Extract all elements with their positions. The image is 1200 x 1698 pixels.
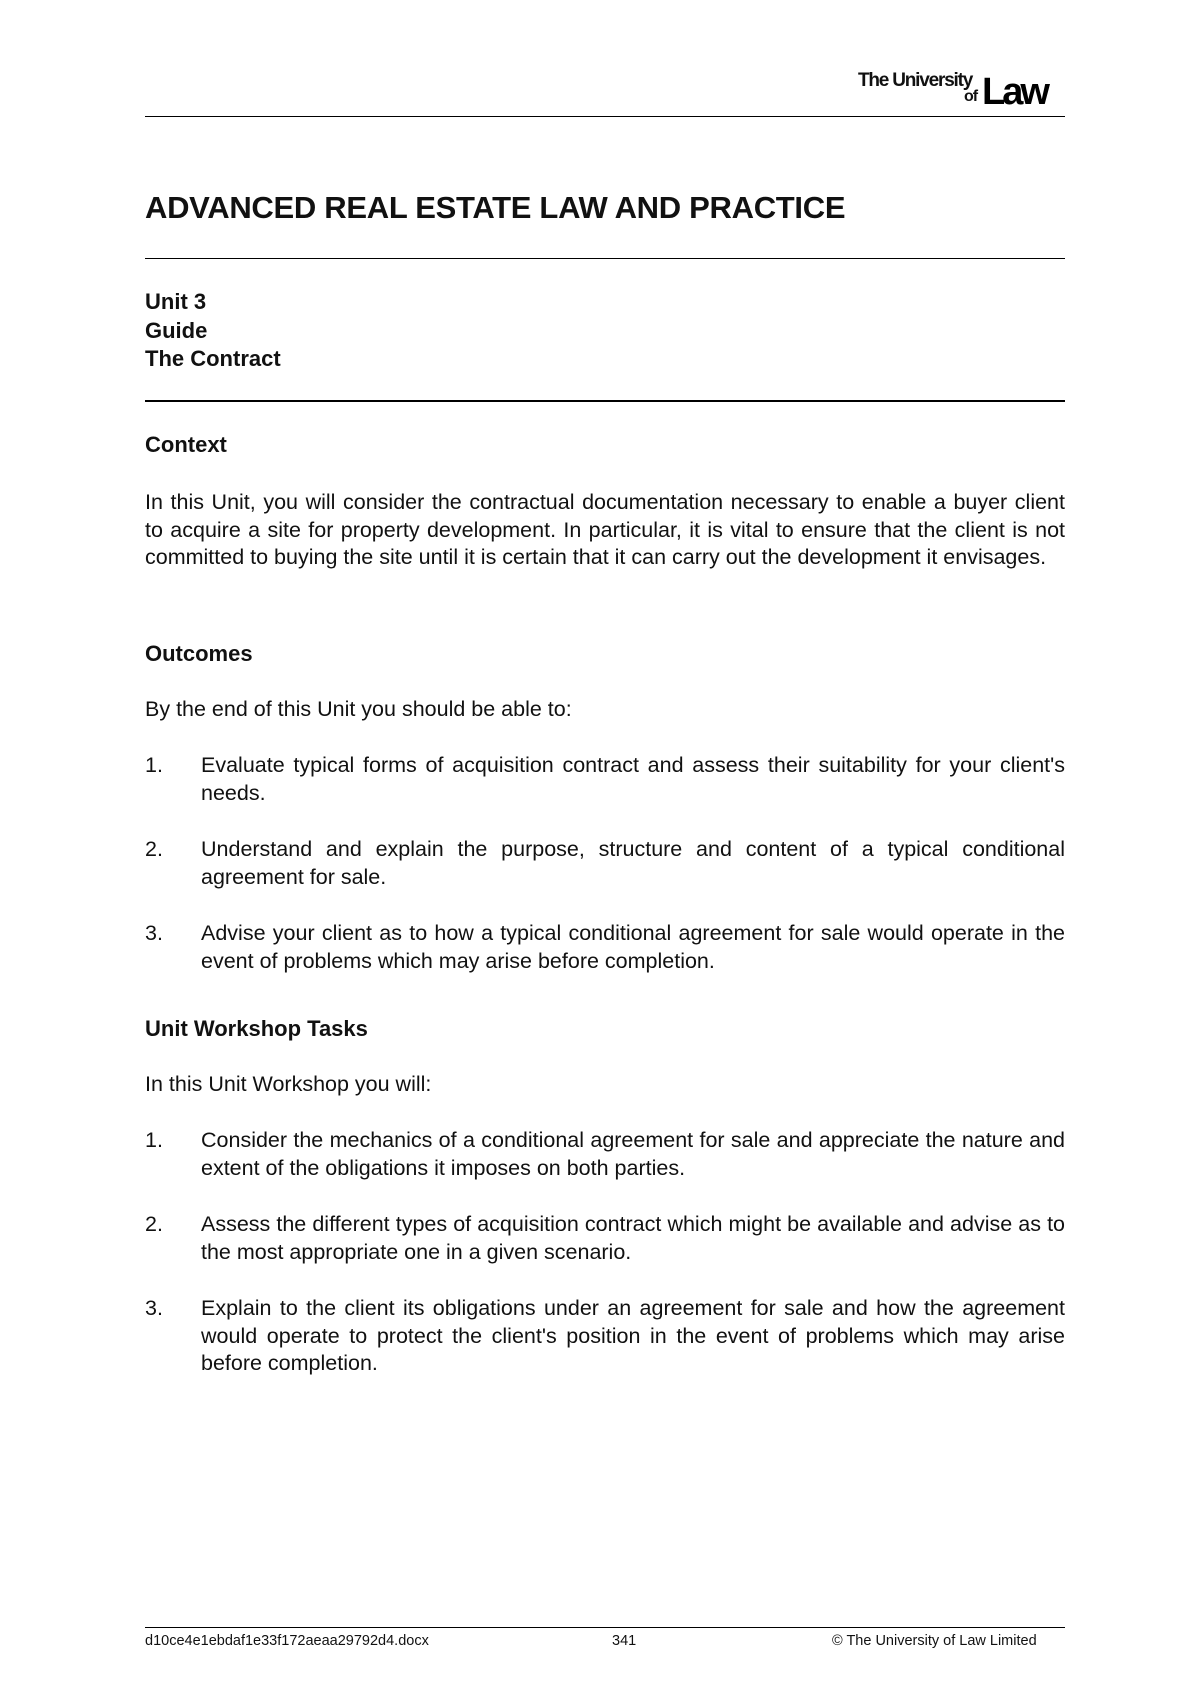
header-rule <box>145 116 1065 117</box>
outcomes-heading: Outcomes <box>145 641 253 666</box>
context-paragraph: In this Unit, you will consider the contractual documentation necessary to enable a buyer client to acquire a site for property development. In particular, it is vital to ensure that the client is not committed to buying the site until it is certain that it can carry out the development it envisages. <box>145 490 1065 570</box>
workshop-number: 1. <box>145 1128 163 1152</box>
unit-rule <box>145 400 1065 402</box>
footer-copyright: © The University of Law Limited <box>832 1633 1037 1649</box>
footer-rule <box>145 1627 1065 1628</box>
logo-of: of <box>964 88 978 105</box>
outcome-text: Evaluate typical forms of acquisition contract and assess their suitability for your client's needs. <box>201 753 1065 805</box>
workshop-intro: In this Unit Workshop you will: <box>145 1072 432 1096</box>
logo-law: Law <box>982 71 1047 113</box>
workshop-item <box>145 1211 1065 1266</box>
outcome-item <box>145 752 1065 807</box>
unit-number: Unit 3 <box>145 289 207 314</box>
context-heading: Context <box>145 432 227 457</box>
outcome-text: Advise your client as to how a typical conditional agreement for sale would operate in the event of problems which may arise before completion. <box>201 921 1065 973</box>
outcome-number: 1. <box>145 753 163 777</box>
unit-type: Guide <box>145 317 208 343</box>
logo-line1: The University <box>858 70 973 91</box>
workshop-text: Assess the different types of acquisition contract which might be available and advise as to the most appropriate one in a given scenario. <box>201 1212 1065 1264</box>
outcomes-intro: By the end of this Unit you should be able to: <box>145 697 572 721</box>
outcome-number: 2. <box>145 837 163 861</box>
workshop-number: 3. <box>145 1296 163 1320</box>
document-title: ADVANCED REAL ESTATE LAW AND PRACTICE <box>145 190 846 225</box>
title-rule <box>145 258 1065 259</box>
outcome-item <box>145 920 1065 975</box>
university-logo <box>854 70 1064 112</box>
workshop-text: Consider the mechanics of a conditional agreement for sale and appreciate the nature and extent of the obligations it imposes on both parties. <box>201 1128 1065 1180</box>
workshop-text: Explain to the client its obligations under an agreement for sale and how the agreement would operate to protect the client's position in the event of problems which may arise before completion. <box>201 1296 1065 1376</box>
workshop-item <box>145 1127 1065 1182</box>
outcome-item <box>145 836 1065 891</box>
footer-filename: d10ce4e1ebdaf1e33f172aeaa29792d4.docx <box>145 1633 429 1649</box>
workshop-item <box>145 1295 1065 1378</box>
workshop-number: 2. <box>145 1212 163 1236</box>
outcome-text: Understand and explain the purpose, structure and content of a typical conditional agreement for sale. <box>201 837 1065 889</box>
workshop-heading: Unit Workshop Tasks <box>145 1016 368 1041</box>
unit-name: The Contract <box>145 346 281 371</box>
footer-page-number: 341 <box>612 1633 637 1649</box>
unit-info <box>145 288 281 374</box>
outcome-number: 3. <box>145 921 163 945</box>
